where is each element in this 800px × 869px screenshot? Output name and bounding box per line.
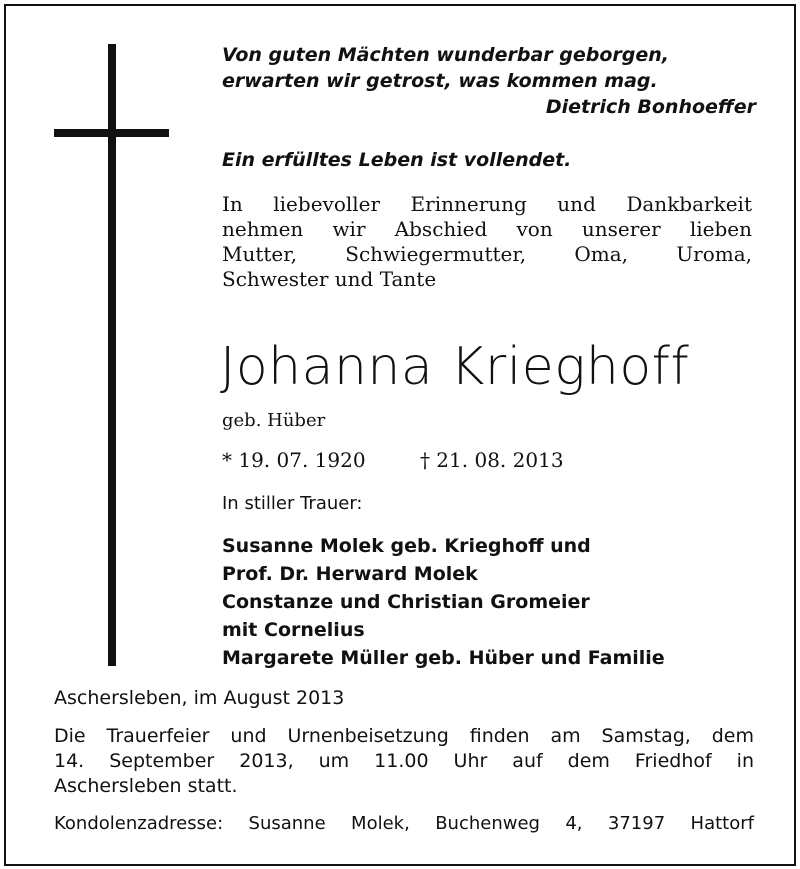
deceased-name: Johanna Krieghoff	[220, 337, 690, 397]
mourners-list	[222, 532, 665, 672]
life-dates	[222, 447, 564, 473]
cross-icon-crossbar	[54, 129, 169, 137]
quote-line: erwarten wir getrost, was kommen mag.	[222, 70, 658, 92]
funeral-notice	[54, 724, 754, 799]
mourner-line: Constanze und Christian Gromeier	[222, 591, 590, 613]
motto: Ein erfülltes Leben ist vollendet.	[222, 149, 572, 171]
intro-line: Mutter, Schwiegermutter, Oma, Uroma,	[222, 242, 752, 266]
mourners-label: In stiller Trauer:	[222, 493, 363, 514]
quote-line: Von guten Mächten wunderbar geborgen,	[222, 44, 669, 66]
mourner-line: Susanne Molek geb. Krieghoff und	[222, 535, 591, 557]
mourner-line: mit Cornelius	[222, 619, 365, 641]
notice-line: Aschersleben statt.	[54, 775, 238, 797]
notice-line: 14. September 2013, um 11.00 Uhr auf dem Friedhof in	[54, 750, 754, 772]
quote-block	[222, 42, 762, 120]
cross-icon	[108, 44, 116, 666]
death-date: † 21. 08. 2013	[419, 448, 564, 472]
birth-date: * 19. 07. 1920	[222, 448, 366, 472]
mourner-line: Margarete Müller geb. Hüber und Familie	[222, 647, 665, 669]
birth-name: geb. Hüber	[222, 410, 326, 431]
quote-author: Dietrich Bonhoeffer	[545, 96, 756, 118]
notice-line: Die Trauerfeier und Urnenbeisetzung finden am Samstag, dem	[54, 725, 754, 747]
intro-text	[222, 192, 752, 292]
place-date: Aschersleben, im August 2013	[54, 687, 345, 709]
intro-line: Schwester und Tante	[222, 267, 437, 291]
intro-line: nehmen wir Abschied von unserer lieben	[222, 217, 752, 241]
condolence-address: Kondolenzadresse: Susanne Molek, Buchenweg 4, 37197 Hattorf	[54, 813, 754, 834]
intro-line: In liebevoller Erinnerung und Dankbarkeit	[222, 192, 752, 216]
mourner-line: Prof. Dr. Herward Molek	[222, 563, 478, 585]
obituary-notice	[4, 4, 796, 866]
